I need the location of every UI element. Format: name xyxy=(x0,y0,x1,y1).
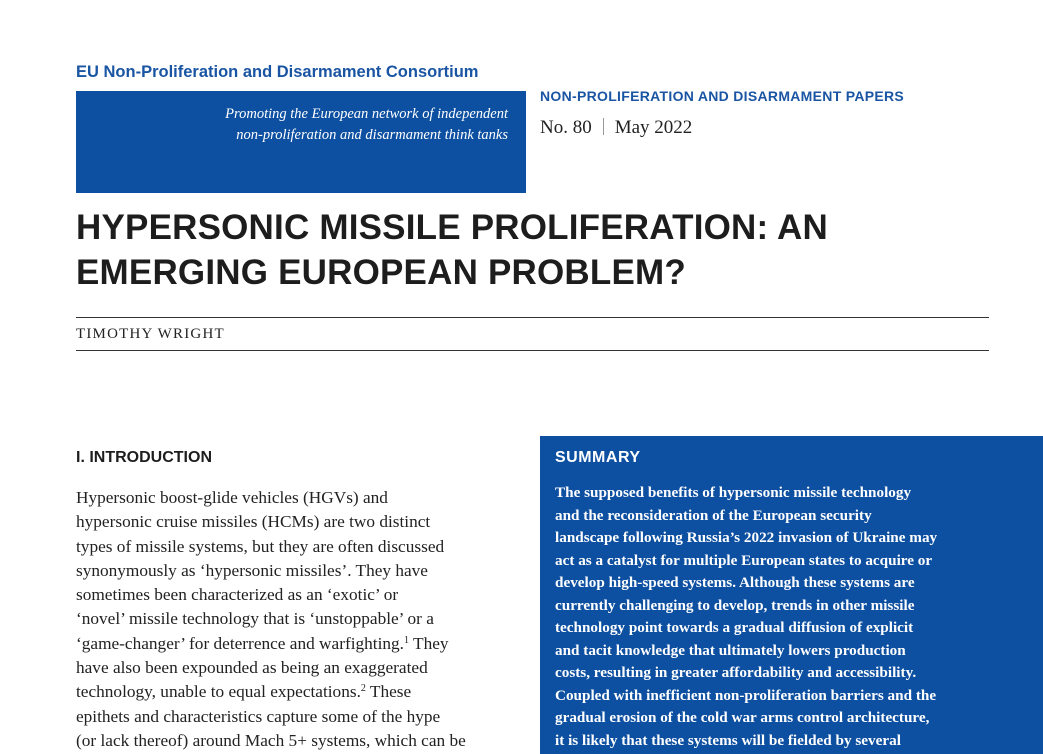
author-top-rule xyxy=(76,317,989,318)
author-name: TIMOTHY WRIGHT xyxy=(76,326,225,342)
summary-body xyxy=(555,482,937,752)
body-line: hypersonic cruise missiles (HCMs) are two distinct xyxy=(76,512,431,532)
body-line: sometimes been characterized as an ‘exotic’ or xyxy=(76,585,399,605)
summary-line: currently challenging to develop, trends in other missile xyxy=(555,596,915,614)
summary-line: and tacit knowledge that ultimately lowers production xyxy=(555,641,906,659)
footnote-ref[interactable]: 2 xyxy=(360,683,366,695)
body-text: technology, unable to equal expectations. xyxy=(76,682,361,702)
summary-line: develop high-speed systems. Although these systems are xyxy=(555,574,915,591)
summary-line: act as a catalyst for multiple European states to acquire or xyxy=(555,551,933,569)
summary-box xyxy=(540,436,1043,754)
body-line: epithets and characteristics capture some of the hype xyxy=(76,706,441,726)
tagline-line: non-proliferation and disarmament think tanks xyxy=(236,127,508,143)
title-line: EMERGING EUROPEAN PROBLEM? xyxy=(76,253,686,292)
body-text: They xyxy=(413,633,449,653)
body-line: (or lack thereof) around Mach 5+ systems, which can be xyxy=(76,730,466,750)
author-bottom-rule xyxy=(76,350,989,351)
body-text: These xyxy=(369,682,412,702)
body-line: types of missile systems, but they are often discussed xyxy=(76,536,445,556)
issue-info xyxy=(540,117,692,139)
body-line xyxy=(76,680,536,704)
body-line: synonymously as ‘hypersonic missiles’. They have xyxy=(76,560,428,580)
title-line: HYPERSONIC MISSILE PROLIFERATION: AN xyxy=(76,208,828,247)
introduction-body xyxy=(76,486,536,753)
issue-date: May 2022 xyxy=(614,117,693,138)
body-line: Hypersonic boost-glide vehicles (HGVs) and xyxy=(76,488,388,507)
series-title: NON-PROLIFERATION AND DISARMAMENT PAPERS xyxy=(540,88,905,104)
tagline xyxy=(225,104,508,146)
body-text: ‘game-changer’ for deterrence and warfighting. xyxy=(76,633,405,653)
summary-line: costs, resulting in greater affordability and accessibility. xyxy=(555,664,917,681)
issue-separator xyxy=(603,118,604,135)
summary-line: landscape following Russia’s 2022 invasion of Ukraine may xyxy=(555,529,938,546)
summary-line: gradual erosion of the cold war arms control architecture, xyxy=(555,709,930,726)
summary-line: and the reconsideration of the European security xyxy=(555,506,872,524)
body-line xyxy=(76,632,536,656)
paper-title xyxy=(76,205,1006,295)
summary-line: it is likely that these systems will be fielded by several xyxy=(555,731,901,749)
summary-line: technology point towards a gradual diffusion of explicit xyxy=(555,619,914,636)
tagline-line: Promoting the European network of independent xyxy=(225,106,508,122)
body-line: ‘novel’ missile technology that is ‘unstoppable’ or a xyxy=(76,609,434,629)
summary-line: Coupled with inefficient non-proliferation barriers and the xyxy=(555,686,937,704)
summary-line: The supposed benefits of hypersonic missile technology xyxy=(555,484,912,501)
summary-heading: SUMMARY xyxy=(555,449,641,466)
issue-number: No. 80 xyxy=(540,117,592,138)
consortium-name: EU Non-Proliferation and Disarmament Consortium xyxy=(76,63,479,81)
footnote-ref[interactable]: 1 xyxy=(404,634,410,646)
introduction-heading: I. INTRODUCTION xyxy=(76,449,212,466)
tagline-banner xyxy=(76,91,526,193)
body-line: have also been expounded as being an exaggerated xyxy=(76,658,428,678)
